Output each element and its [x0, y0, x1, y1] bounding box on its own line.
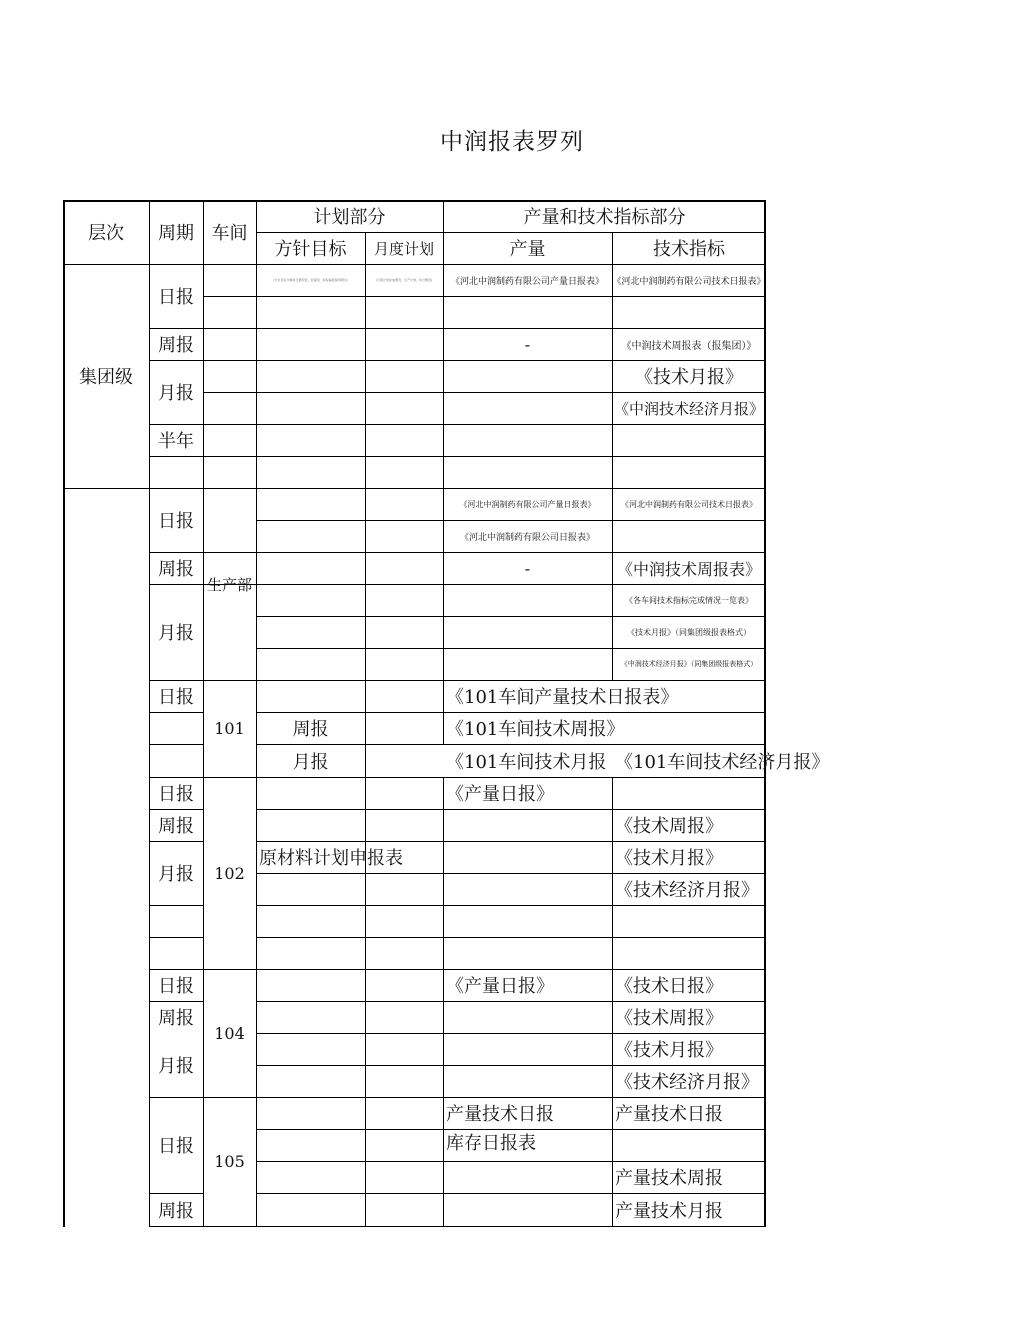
w104-monthly-tech: 《技术月报》	[615, 1040, 723, 1061]
row-line	[149, 424, 766, 425]
column-line	[365, 232, 366, 1227]
row-line	[149, 712, 203, 713]
w105-monthly-tech: 产量技术月报	[615, 1200, 723, 1222]
w102-period-monthly: 月报	[158, 864, 194, 885]
level-group: 集团级	[79, 367, 133, 388]
group-monthly-tech-1: 《技术月报》	[635, 367, 743, 388]
w104-period-weekly: 周报	[158, 1008, 194, 1029]
w105-period-daily: 日报	[158, 1136, 194, 1157]
w105-daily-tech: 产量技术日报	[615, 1104, 723, 1125]
w101-monthly: 月报	[292, 751, 329, 773]
w104-id: 104	[214, 1023, 245, 1043]
w102-monthly-econ: 《技术经济月报》	[615, 880, 759, 901]
page-title: 中润报表罗列	[440, 129, 584, 155]
company-monthly-tech-3: 《中润技术经济月报》（同集团级报表格式）	[620, 660, 758, 668]
header-period: 周期	[158, 223, 194, 244]
header-tech-index: 技术指标	[653, 239, 725, 260]
w104-period-daily: 日报	[158, 976, 194, 997]
company-dept: 生产部	[206, 575, 252, 594]
row-line	[149, 456, 766, 457]
company-period-weekly: 周报	[158, 559, 194, 580]
w105-weekly-tech: 产量技术周报	[615, 1168, 723, 1189]
header-output: 产量	[509, 239, 546, 260]
row-line	[256, 937, 766, 938]
group-daily-tech: 《河北中润制药有限公司技术日报表》	[612, 276, 766, 287]
period-half-year: 半年	[158, 431, 194, 452]
period-monthly: 月报	[158, 383, 194, 404]
group-weekly-tech: 《中润技术周报表（报集团）》	[621, 340, 757, 352]
row-line	[149, 905, 203, 906]
w104-daily-output: 《产量日报》	[446, 976, 554, 997]
w102-material-plan: 原材料计划申报表	[259, 848, 403, 869]
row-line	[256, 905, 766, 906]
row-line	[149, 937, 203, 938]
w101-weekly-report: 《101车间技术周报》	[446, 719, 625, 740]
w102-weekly-tech: 《技术周报》	[615, 816, 723, 837]
table-border-bottom	[149, 1226, 766, 1227]
w105-daily-output: 产量技术日报	[446, 1104, 554, 1125]
w101-monthly-econ: 《101车间技术经济月报》	[615, 751, 830, 773]
w101-id: 101	[214, 719, 245, 738]
w104-weekly-tech: 《技术周报》	[615, 1008, 723, 1029]
header-policy-target: 方针目标	[274, 239, 347, 260]
row-line	[203, 296, 766, 297]
w105-period-weekly: 周报	[158, 1200, 194, 1222]
group-monthly-tech-2: 《中润技术经济月报》	[613, 399, 764, 418]
period-daily: 日报	[158, 287, 194, 308]
company-weekly-tech: 《中润技术周报表》	[616, 559, 761, 579]
w102-daily-output: 《产量日报》	[446, 784, 554, 805]
w101-monthly-report: 《101车间技术月报	[446, 751, 607, 773]
column-line	[443, 777, 444, 1227]
w104-monthly-econ: 《技术经济月报》	[615, 1072, 759, 1093]
company-period-daily: 日报	[158, 511, 194, 532]
row-line	[149, 744, 203, 745]
report-table	[63, 200, 830, 1227]
header-monthly-plan: 月度计划	[373, 239, 434, 258]
header-output-section: 产量和技术指标部分	[523, 207, 686, 228]
group-weekly-output: -	[524, 334, 531, 354]
header-level: 层次	[88, 223, 124, 244]
company-period-monthly: 月报	[158, 623, 194, 644]
w104-daily-tech: 《技术日报》	[615, 976, 723, 997]
w105-id: 105	[214, 1152, 245, 1171]
period-weekly: 周报	[158, 335, 194, 356]
header-plan-section: 计划部分	[313, 207, 386, 228]
company-daily-output-2: 《河北中润制药有限公司日报表》	[459, 532, 595, 543]
w102-period-weekly: 周报	[158, 816, 194, 837]
header-workshop: 车间	[211, 223, 248, 244]
w102-monthly-tech: 《技术月报》	[615, 848, 723, 869]
monthly-plan-note: (月度计划完成情况，生产计划，执行情况)	[375, 278, 433, 282]
w101-period-daily: 日报	[158, 687, 194, 708]
w102-period-daily: 日报	[158, 784, 194, 805]
group-daily-output: 《河北中润制药有限公司产量日报表》	[450, 276, 604, 287]
company-weekly-output: -	[524, 558, 531, 578]
w104-period-monthly: 月报	[158, 1056, 194, 1077]
w105-inventory: 库存日报表	[446, 1133, 536, 1154]
w102-id: 102	[214, 863, 245, 883]
company-daily-tech-1: 《河北中润制药有限公司技术日报表》	[621, 499, 757, 509]
policy-target-note: (方针目标分解执行情况表，需说明，如有偏差说明原因)	[273, 278, 348, 282]
company-monthly-tech-1: 《各车间技术指标完成情况一览表》	[625, 595, 753, 605]
company-monthly-tech-2: 《技术月报》（同集团级报表格式）	[627, 627, 751, 637]
w101-weekly: 周报	[292, 719, 329, 740]
w101-daily-report: 《101车间产量技术日报表》	[446, 687, 679, 708]
company-daily-output-1: 《河北中润制药有限公司产量日报表》	[459, 499, 596, 509]
